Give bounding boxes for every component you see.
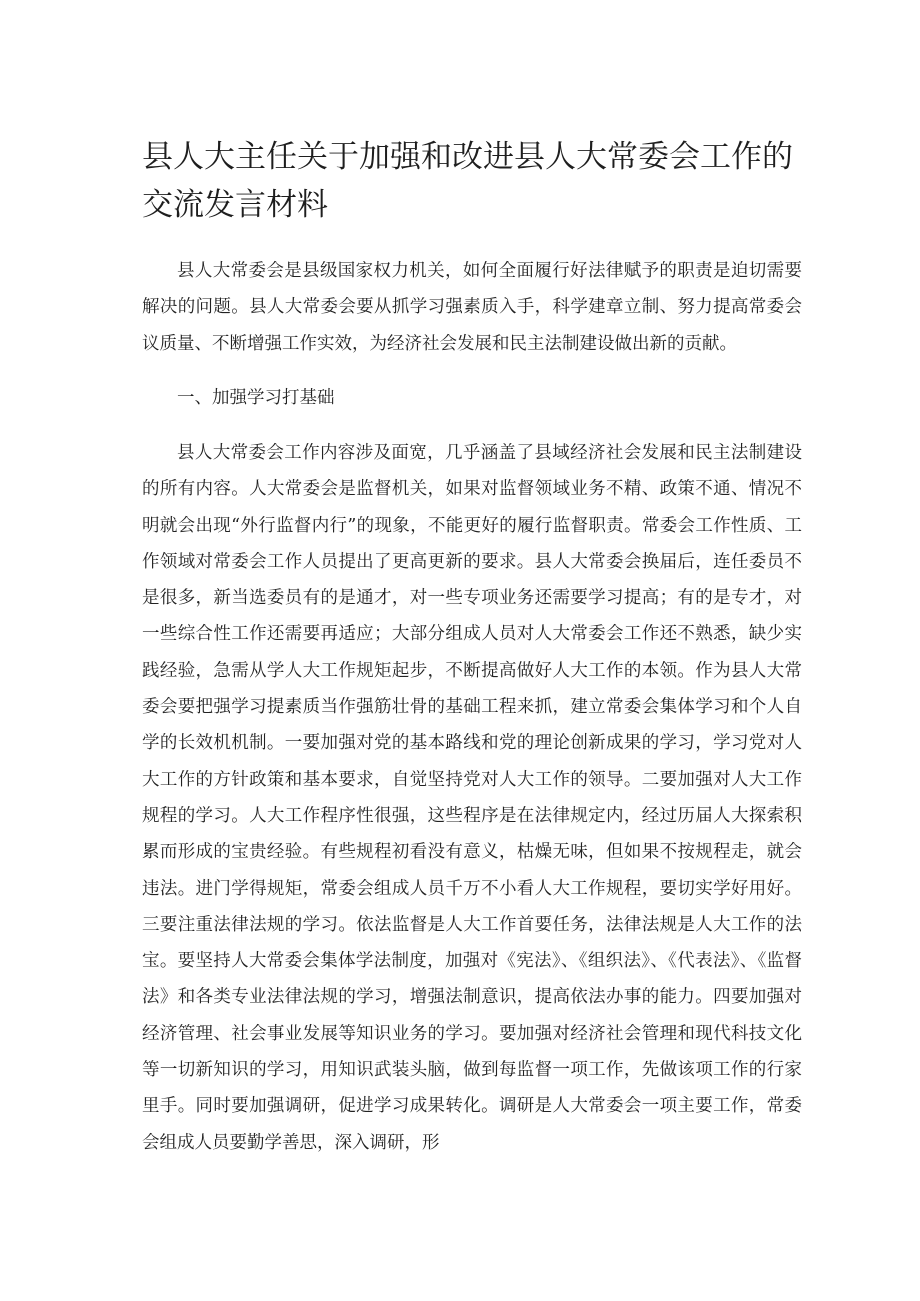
section-heading: 一、加强学习打基础 — [177, 388, 335, 408]
document-title: 县人大主任关于加强和改进县人大常委会工作的交流发言材料 — [142, 139, 793, 223]
body-paragraph: 县人大常委会工作内容涉及面宽，几乎涵盖了县域经济社会发展和民主法制建设的所有内容。人大常委会是监督机关，如果对监督领域业务不精、政策不通、情况不明就会出现“外行监督内行”的现象，不能更好的履行监督职责。常委会工作性质、工作领域对常委会工作人员提出了更高更新的要求。县人大常委会换届后，连任委员不是很多，新当选委员有的是通才，对一些专项业务还需要学习提高；有的是专才，对一些综合性工作还需要再适应；大部分组成人员对人大常委会工作还不熟悉，缺少实践经验，急需从学人大工作规矩起步，不断提高做好人大工作的本领。作为县人大常委会要把强学习提素质当作强筋壮骨的基础工程来抓，建立常委会集体学习和个人自学的长效机机制。一要加强对党的基本路线和党的理论创新成果的学习，学习党对人大工作的方针政策和基本要求，自觉坚持党对人大工作的领导。二要加强对人大工作规程的学习。人大工作程序性很强，这些程序是在法律规定内，经过历届人大探索积累而形成的宝贵经验。有些规程初看没有意义，枯燥无味，但如果不按规程走，就会违法。进门学得规矩，常委会组成人员千万不小看人大工作规程，要切实学好用好。三要注重法律法规的学习。依法监督是人大工作首要任务，法律法规是人大工作的法宝。要坚持人大常委会集体学法制度，加强对《宪法》、《组织法》、《代表法》、《监督法》和各类专业法律法规的学习，增强法制意识，提高依法办事的能力。四要加强对经济管理、社会事业发展等知识业务的学习。要加强对经济社会管理和现代科技文化等一切新知识的学习，用知识武装头脑，做到每监督一项工作，先做该项工作的行家里手。同时要加强调研，促进学习成果转化。调研是人大常委会一项主要工作，常委会组成人员要勤学善思，深入调研，形 — [142, 443, 802, 1153]
intro-paragraph: 县人大常委会是县级国家权力机关，如何全面履行好法律赋予的职责是迫切需要解决的问题。县人大常委会要从抓学习强素质入手，科学建章立制、努力提高常委会议质量、不断增强工作实效，为经济社会发展和民主法制建设做出新的贡献。 — [142, 261, 802, 354]
